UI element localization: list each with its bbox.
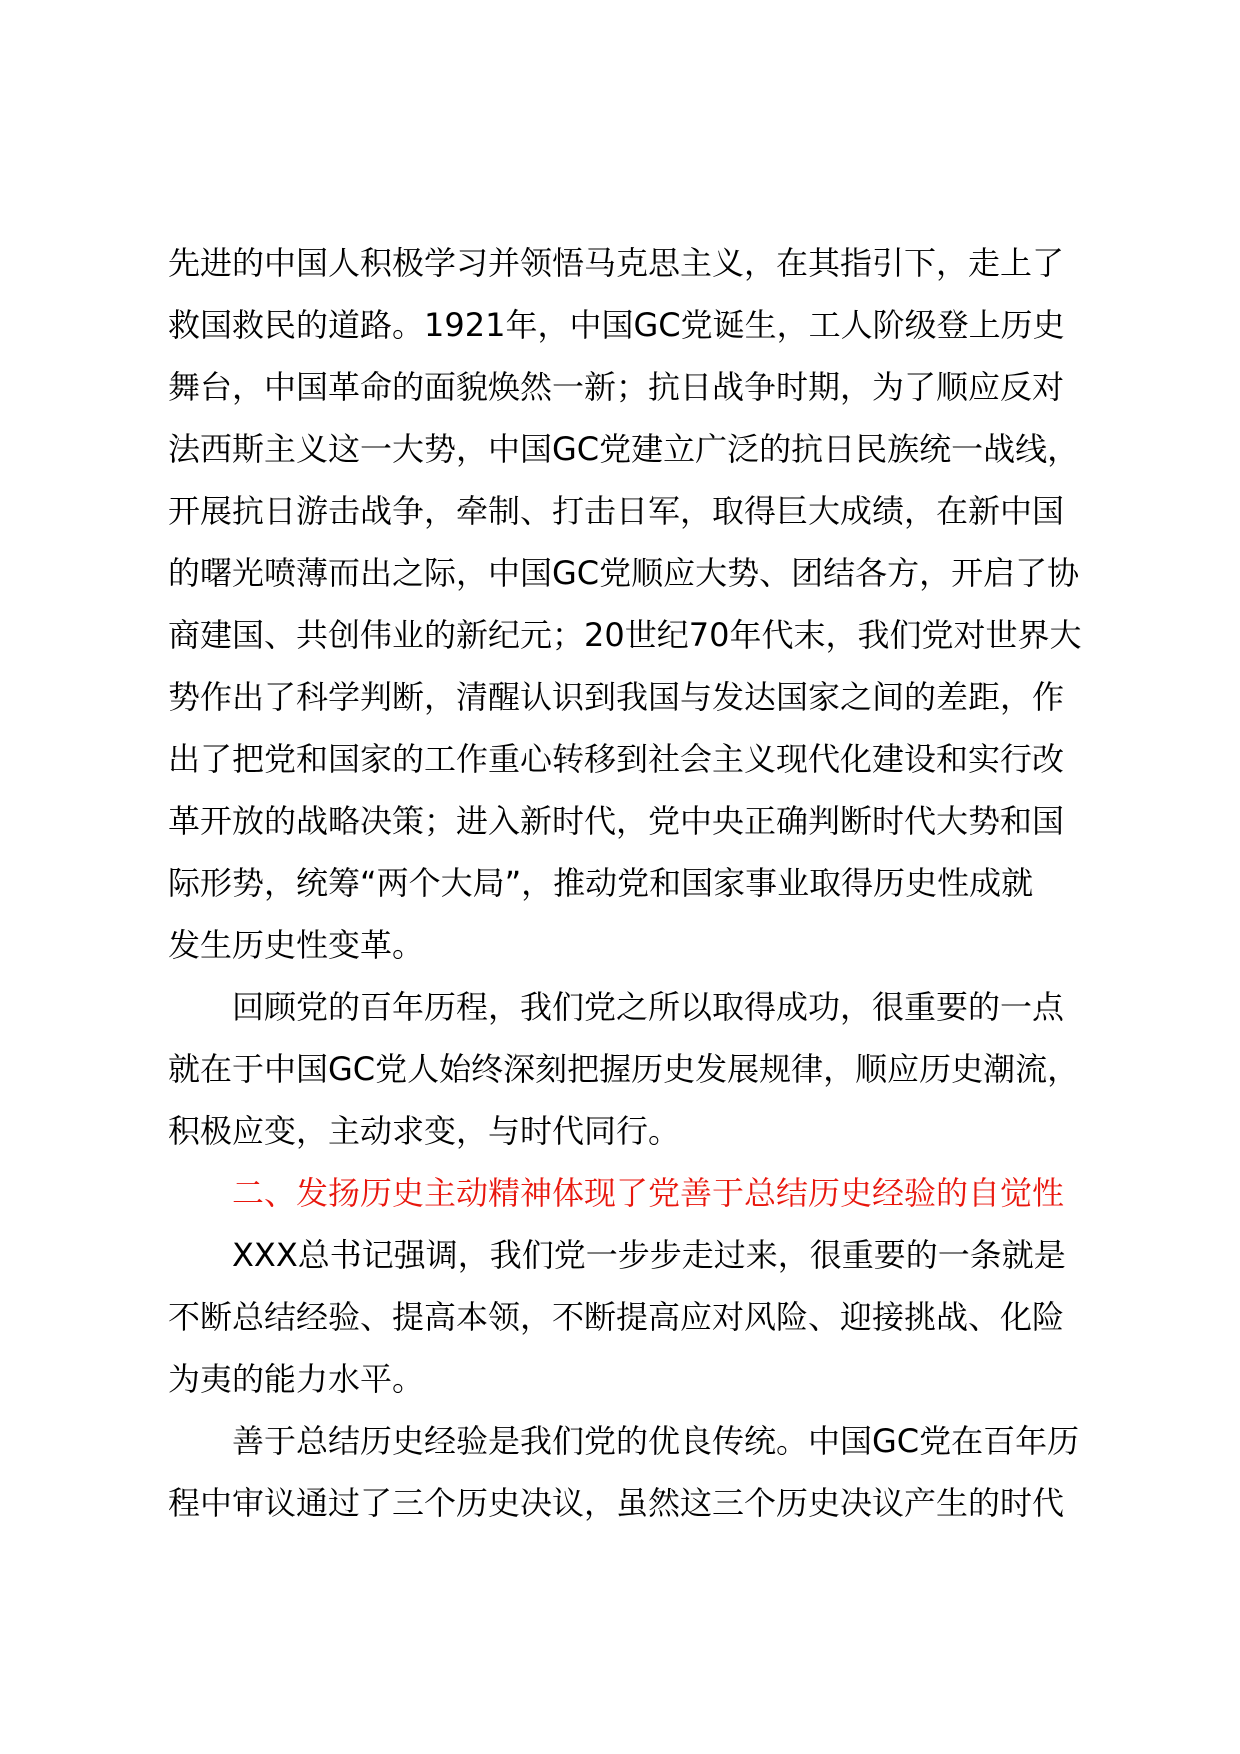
paragraph-1	[168, 232, 1118, 976]
section-heading-text: 二、发扬历史主动精神体现了党善于总结历史经验的自觉性	[232, 1174, 1065, 1212]
paragraph-2	[168, 976, 1118, 1162]
paragraph-4	[168, 1410, 1118, 1534]
text-line: 发生历史性变革。	[168, 926, 425, 964]
text-line: 舞台，中国革命的面貌焕然一新；抗日战争时期，为了顺应反对	[168, 368, 1065, 406]
text-line: 的曙光喷薄而出之际，中国GC党顺应大势、团结各方，开启了协	[168, 554, 1080, 592]
text-line: 善于总结历史经验是我们党的优良传统。中国GC党在百年历	[232, 1422, 1080, 1460]
text-line: 先进的中国人积极学习并领悟马克思主义，在其指引下，走上了	[168, 244, 1065, 282]
text-line: 为夷的能力水平。	[168, 1360, 425, 1398]
text-line: 程中审议通过了三个历史决议，虽然这三个历史决议产生的时代	[168, 1484, 1065, 1522]
text-line: 际形势，统筹“两个大局”，推动党和国家事业取得历史性成就	[168, 864, 1034, 902]
text-line: 开展抗日游击战争，牵制、打击日军，取得巨大成绩，在新中国	[168, 492, 1065, 530]
text-line: 不断总结经验、提高本领，不断提高应对风险、迎接挑战、化险	[168, 1298, 1065, 1336]
text-line: XXX总书记强调，我们党一步步走过来，很重要的一条就是	[232, 1236, 1066, 1274]
document-body	[168, 232, 1118, 1534]
text-line: 势作出了科学判断，清醒认识到我国与发达国家之间的差距，作	[168, 678, 1065, 716]
text-line: 救国救民的道路。1921年，中国GC党诞生，工人阶级登上历史	[168, 306, 1065, 344]
text-line: 积极应变，主动求变，与时代同行。	[168, 1112, 681, 1150]
paragraph-3	[168, 1224, 1118, 1410]
text-line: 回顾党的百年历程，我们党之所以取得成功，很重要的一点	[232, 988, 1065, 1026]
text-line: 法西斯主义这一大势，中国GC党建立广泛的抗日民族统一战线，	[168, 430, 1080, 468]
text-line: 出了把党和国家的工作重心转移到社会主义现代化建设和实行改	[168, 740, 1065, 778]
text-line: 革开放的战略决策；进入新时代，党中央正确判断时代大势和国	[168, 802, 1065, 840]
section-heading	[168, 1162, 1118, 1224]
text-line: 就在于中国GC党人始终深刻把握历史发展规律，顺应历史潮流，	[168, 1050, 1080, 1088]
text-line: 商建国、共创伟业的新纪元；20世纪70年代末，我们党对世界大	[168, 616, 1082, 654]
